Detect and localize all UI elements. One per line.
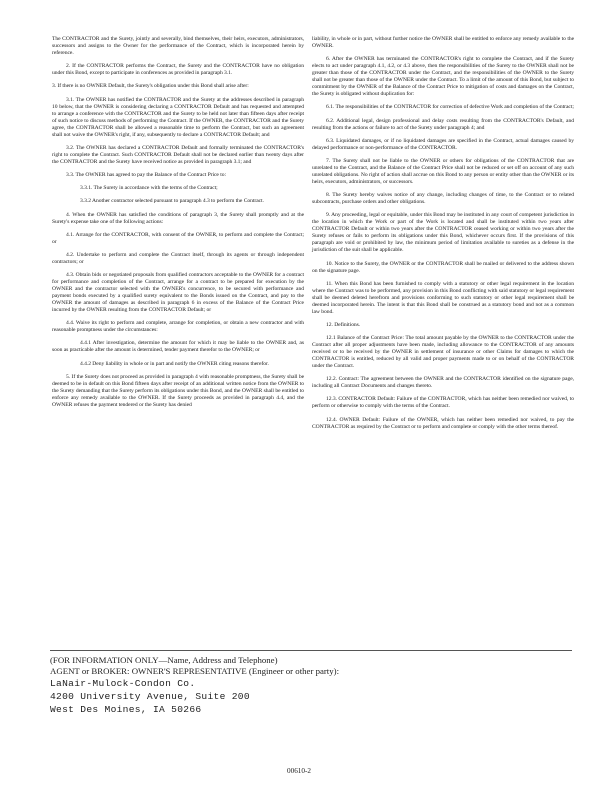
section-divider [50, 650, 572, 651]
agent-city-state-zip: West Des Moines, IA 50266 [50, 704, 202, 715]
paragraph: 6.2. Additional legal, design professional and delay costs resulting from the CONTRACTOR's Default, and resulting from the actions or failure to act of the Surety under paragraph 4; and [312, 117, 574, 131]
agent-broker-label: AGENT or BROKER: OWNER'S REPRESENTATIVE (Engineer or other party): [50, 666, 340, 676]
paragraph: 2. If the CONTRACTOR performs the Contract, the Surety and the CONTRACTOR have no obligation under this Bond, except to participate in conferences as provided in paragraph 3.1. [52, 63, 304, 77]
information-block [50, 655, 570, 716]
paragraph: 4.4. Waive its right to perform and complete, arrange for completion, or obtain a new contractor and with reasonable promptness under the circumstances: [52, 320, 304, 334]
paragraph: 12.4. OWNER Default: Failure of the OWNER, which has neither been remedied nor waived, to pay the CONTRACTOR as required by the Contract or to perform and complete or comply with the other terms thereof. [312, 416, 574, 430]
paragraph: The CONTRACTOR and the Surety, jointly and severally, bind themselves, their heirs, executors, administrators, successors and assigns to the Owner for the performance of the Contract, which is incorporated herein by reference. [52, 36, 304, 56]
paragraph: 3.2. The OWNER has declared a CONTRACTOR Default and formally terminated the CONTRACTOR's right to complete the Contract. Such CONTRACTOR Default shall not be declared earlier than twenty days after the CONTRACTOR and the Surety have received notice as provided in paragraph 3.1; and [52, 144, 304, 165]
page-number: 00610-2 [287, 767, 311, 775]
paragraph: 12. Definitions. [326, 321, 361, 328]
paragraph: 3. If there is no OWNER Default, the Surety's obligation under this Bond shall arise after: [52, 83, 249, 90]
paragraph: 12.3. CONTRACTOR Default: Failure of the CONTRACTOR, which has neither been remedied nor waived, to perform or otherwise to comply with the terms of the Contract. [312, 396, 574, 410]
paragraph: liability, in whole or in part, without further notice the OWNER shall be entitled to enforce any remedy available to the OWNER. [312, 36, 574, 49]
left-text-column [52, 36, 304, 415]
paragraph: 4.1. Arrange for the CONTRACTOR, with consent of the OWNER, to perform and complete the Contract; or [52, 231, 304, 245]
paragraph: 4. When the OWNER has satisfied the conditions of paragraph 3, the Surety shall promptly and at the Surety's expense take one of the following actions: [52, 211, 304, 225]
paragraph: 11. When this Bond has been furnished to comply with a statutory or other legal requirement in the location where the Contract was to be performed, any provision in this Bond conflicting with said statutory or legal requirement shall be deemed deleted herefrom and provisions conforming to such statutory or other legal requirement shall be deemed incorporated herein. The intent is that this Bond shall be construed as a statutory bond and not as a common law bond. [312, 280, 574, 315]
paragraph: 9. Any proceeding, legal or equitable, under this Bond may be instituted in any court of competent jurisdiction in the location in which the Work or part of the Work is located and shall be instituted within two years after CONTRACTOR Default or within two years after the CONTRACTOR ceased working or within two years after the Surety refuses or fails to perform its obligations under this Bond, whichever occurs first. If the provisions of this paragraph are void or prohibited by law, the minimum period of limitation available to sureties as a defense in the jurisdiction of the suit shall be applicable. [312, 212, 574, 254]
paragraph: 8. The Surety hereby waives notice of any change, including changes of time, to the Contract or to related subcontracts, purchase orders and other obligations. [312, 192, 574, 206]
paragraph: 3.3.2 Another contractor selected pursuant to paragraph 4.3 to perform the Contract. [80, 198, 264, 205]
paragraph: 4.2. Undertake to perform and complete the Contract itself, through its agents or through independent contractors; or [52, 251, 304, 265]
paragraph: 4.3. Obtain bids or negotiated proposals from qualified contractors acceptable to the OWNER for a contract for performance and completion of the Contract, arrange for a contract to be prepared for execution by the OWNER and the contractor selected with the OWNER's concurrence, to be secured with performance and payment bonds executed by a qualified surety equivalent to the Bonds issued on the Contract, and pay to the OWNER the amount of damages as described in paragraph 6 in excess of the Balance of the Contract Price incurred by the OWNER resulting from the CONTRACTOR Default; or [52, 272, 304, 314]
info-heading: (FOR INFORMATION ONLY—Name, Address and Telephone) [50, 655, 278, 665]
paragraph: 6.3. Liquidated damages, or if no liquidated damages are specified in the Contract, actual damages caused by delayed performance or non-performance of the CONTRACTOR. [312, 137, 574, 151]
paragraph: 4.4.1 After investigation, determine the amount for which it may be liable to the OWNER and, as soon as practicable after the amount is determined, tender payment therefor to the OWNER; or [52, 340, 304, 354]
paragraph: 6.1. The responsibilities of the CONTRACTOR for correction of defective Work and completion of the Contract; [326, 104, 574, 111]
paragraph: 3.3.1. The Surety in accordance with the terms of the Contract; [80, 185, 218, 192]
paragraph: 3.1. The OWNER has notified the CONTRACTOR and the Surety at the addresses described in paragraph 10 below, that the OWNER is considering declaring a CONTRACTOR Default and has requested and attempted to arrange a conference with the CONTRACTOR and the Surety to be held not later than fifteen days after receipt of such notice to discuss methods of performing the Contract. If the OWNER, the CONTRACTOR and the Surety agree, the CONTRACTOR shall be allowed a reasonable time to perform the Contract, but such an agreement shall not waive the OWNER's right, if any, subsequently to declare a CONTRACTOR Default; and [52, 96, 304, 138]
paragraph: 12.1 Balance of the Contract Price: The total amount payable by the OWNER to the CONTRACTOR under the Contract after all proper adjustments have been made, including allowance to the CONTRACTOR of any amounts received or to be received by the OWNER in settlement of insurance or other Claims for damages to which the CONTRACTOR is entitled, reduced by all valid and proper payments made to or on behalf of the CONTRACTOR under the Contract. [312, 335, 574, 370]
paragraph: 10. Notice to the Surety, the OWNER or the CONTRACTOR shall be mailed or delivered to the address shown on the signature page. [312, 260, 574, 274]
paragraph: 5. If the Surety does not proceed as provided in paragraph 4 with reasonable promptness, the Surety shall be deemed to be in default on this Bond fifteen days after receipt of an additional written notice from the OWNER to the Surety demanding that the Surety perform its obligations under this Bond, and the OWNER shall be entitled to enforce any remedy available to the OWNER. If the Surety proceeds as provided in paragraph 4.4, and the OWNER refuses the payment tendered or the Surety has denied [52, 373, 304, 408]
agent-company-name: LaNair-Mulock-Condon Co. [50, 678, 196, 689]
right-text-column [312, 36, 574, 437]
agent-street-address: 4200 University Avenue, Suite 200 [50, 691, 250, 702]
paragraph: 3.3. The OWNER has agreed to pay the Balance of the Contract Price to: [66, 171, 226, 178]
paragraph: 4.4.2 Deny liability in whole or in part and notify the OWNER citing reasons therefor. [80, 360, 269, 367]
paragraph: 7. The Surety shall not be liable to the OWNER or others for obligations of the CONTRACTOR that are unrelated to the Contract, and the Balance of the Contract Price shall not be reduced or set off on account of any such unrelated obligations. No right of action shall accrue on this Bond to any person or entity other than the OWNER or its heirs, executors, administrators, or successors. [312, 157, 574, 185]
paragraph: 6. After the OWNER has terminated the CONTRACTOR's right to complete the Contract, and if the Surety elects to act under paragraph 4.1, 4.2, or 4.3 above, then the responsibilities of the Surety to the OWNER shall not be greater than those of the CONTRACTOR under the Contract, and the responsibilities of the OWNER to the Surety shall not be greater than those of the OWNER under the Contract. To a limit of the amount of this Bond, but subject to commitment by the OWNER of the Balance of the Contract Price to mitigation of costs and damages on the Contract, the Surety is obligated without duplication for: [312, 56, 574, 98]
paragraph: 12.2. Contract: The agreement between the OWNER and the CONTRACTOR identified on the signature page, including all Contract Documents and changes thereto. [312, 376, 574, 390]
